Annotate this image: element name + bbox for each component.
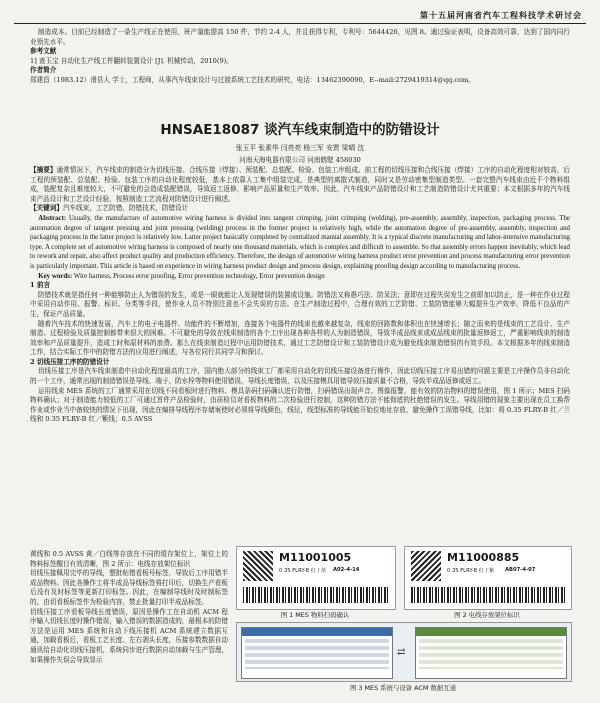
reference-item: 1] 查玉宝 自动化生产线工件翻转装置设计 [J]. 机械传动，2010(9)。	[30, 56, 233, 65]
mes-table	[245, 639, 389, 669]
barcode-icon	[411, 587, 565, 603]
acm-titlebar	[416, 628, 566, 636]
author-bio-heading: 作者简介	[30, 66, 57, 75]
abstract-en-text: Usually, the manufacture of automotive wiring harness is divided into tangent crimping, joint crimping (welding), pre-assembly, assembly, inspection, packaging process. The automation degree of tangent pressing and joint pressing (welding) process in the former project is relatively high, while the automation degree of pre-assembly, assembly, inspection and packaging process in the latter project is relatively low. Latter project basically completed by centralized manual assembly. It is a typical discrete manufacturing and labor-intensive manufacturing type. A complete set of automotive wiring harness is composed of nearly one thousand materials, which is complex and difficult to assemble. So that assembly errors happen inevitably, which lead to rework and repair, also affect product quality and production efficiency. Therefore, the design of automotive wiring harness product error prevention and process manufacturing error prevention is particularly important. This article is based on experience in wiring harness product design and process design, explaining proofing design according to manufacturing process.	[30, 214, 570, 270]
article-body	[30, 166, 570, 425]
acm-table	[419, 639, 563, 669]
abstract-cn	[30, 166, 570, 204]
figure-1-caption: 图 1 MES 物料扫码确认	[280, 611, 350, 619]
arrow-icon: ⇄	[397, 647, 406, 658]
header-rule	[14, 23, 586, 24]
keywords-cn	[30, 204, 570, 214]
running-header: 第十五届河南省汽车工程科技学术研讨会	[420, 10, 582, 20]
fig1-code: A02-4-14	[333, 567, 360, 573]
fig2-sub: 0.35 FLRY-B 红 / 紫	[447, 568, 495, 574]
fig2-code: AB07-4-07	[505, 567, 536, 573]
keywords-en-text: Wire harness, Process error proofing, Error prevention technology, Error prevention design	[73, 272, 325, 280]
abstract-cn-text: 通常情况下，汽车线束的制造分为切线压接、合线压接（焊接）、预装配、总装配、检验、包装工序组成。前工程的切线压接和合线压接（焊接）工序的自动化程度相对较高，后工程的预装配、总装配、检验、包装工序的自动化程度较低，基本上依靠人工集中组装完成，是典型的离散式制造，同时又是劳动密集型制造类型。一套完整汽车线束由近千个物料组成，装配复杂且难度较大，不可避免的会造成装配错误，导致返工返修，影响产品质量和生产效率。因此，汽车线束产品防错设计和工艺制造防错设计尤其重要；本文根据多年的汽车线束产品设计和工艺设计经验，按照制造工艺流程对防错设计进行阐述。	[30, 166, 571, 203]
top-section	[30, 28, 570, 86]
mes-titlebar	[242, 628, 392, 636]
abstract-en-label: Abstract:	[38, 214, 67, 222]
keywords-en	[30, 272, 570, 282]
figure-1-image	[236, 546, 396, 610]
section1-para1: 防错技术就是指任何一种能够防止人为错误的发生，或是一眼就能让人发现错误的装置或设施。防错法又称愚巧法、防呆法；意即在过程失误发生之前即加以防止，是一种在作业过程中采用自动作用、报警、标识、分类等手段，使作业人员不特别注意也不会失误的方法。在生产制造过程中，合理有效的工艺防错、工装防错能够大幅提升生产效率，降低不良品的产生，保证产品质量。	[30, 290, 570, 318]
section2-para2: 运用线束 MES 系统的工厂通常采用在切线不同看板时进行物料、模具条码扫码确认进行防错，扫码错误出现声音、图像报警，能有效的防治物料的错误使用，图 1 所示；MES 扫码物料确认；对于制造能力较低的工厂可通过首件产品检验时，由质检员对看板物料的二次检验进行控制，这种防错方法不能彻底的杜绝错误的发生。导线用错的现象主要出现在员工换帮作业或作业当中备较快的情况下出现，因此在编排导线程序存储案使时必须将导线颜色，线径，线型标准的导线能开始位地址存放，避免操作工误错导线，比如：将 0.35 FLRY-B 红／兰线和 0.35 FLRY-B 红／紫线；0.5 AVSS	[30, 386, 570, 424]
barcode-icon	[243, 587, 389, 603]
section2-para1: 切线压接工序是汽车线束制造中自动化程度最高的工序，国内绝大部分的线束工厂都采用自动化的切线压接设备进行操作，因此切线压接工序易出错的问题主要是工序操作员非自动化的一个工序，通常出现的制造错误是导线、端子、防水栓等物料使用错误，导线长度错误，以及压接模具用错导致压接质量不合格，导致半成品返修或返工。	[30, 367, 570, 386]
left-column-text: 黄线和 0.5 AVSS 黄／白线等存放在不同的缓存架位上，架位上的物料标签醒目有效清晰，图 2 所示：电线存放架位标识 切线压接佩用完毕的导线，整批贴错看板号标签，导致后工序用错半成品物料。因此各操作工将半成品导线标签将打印后，切换生产看板后没有及时标签等更新打印标签。因此，在编制导线时及时制标签的，由切看板标签作为检验内容，禁止批量打印半成品标签。 切线压接工序看板导线长度错误，原因是操作工在自动机 ACM 程序输入切线长度时操作错误，输入错误的数据造成的，最根本的防错方法是运用 MES 系统和自动下线压接机 ACM 系统建立数据互通，加载看板后，看板工艺长度、左右剥头长度，压接参数数据自动通讯给自动化切线压接机，系统同步进行数据自动加载与生产管理，如果操作失误会导致显示	[30, 550, 228, 664]
figure-2-image	[404, 546, 572, 610]
fig1-sub: 0.35 FLRY-B 红 / 蓝	[279, 568, 327, 574]
section1-heading: 1 前言	[30, 281, 51, 290]
mes-screen	[241, 627, 393, 679]
author-bio: 郑建昌（1983.12）滑县人 学士，工程师，从事汽车线束设计与过渡系统工艺技术的研究，电话：13462390090，E--mail:2729419314@qq.com。	[30, 75, 475, 84]
acm-screen	[415, 627, 567, 679]
abstract-cn-label: 【摘要】	[30, 166, 57, 174]
article-authors: 张玉平 张素华 闫亮亮 杨三军 安贾 梁晴 沈	[235, 144, 365, 152]
qr-code-icon	[411, 551, 441, 581]
references-heading: 参考文献	[30, 47, 57, 56]
abstract-en	[30, 214, 570, 272]
figure-3-caption: 图 3 MES 系统与设备 ACM 数据互通	[350, 684, 456, 692]
fig1-number: M11001005	[279, 551, 352, 564]
figure-2-caption: 图 2 电线存放架位标识	[454, 611, 520, 619]
fig2-number: M11000885	[447, 551, 520, 564]
left-column	[30, 550, 228, 665]
section1-para2: 随着汽车技术的快速发展，汽车上的电子电器件、功能件的不断增加，连接各个电器件的线束也越来越复杂，线束的回路数和体积也在快速增长；随之而来的是线束的工艺设计、生产制造、过程检验及质量控制都带来很大的困难。不可避免的导致在线束制造的各个工序出现各种各样的人为制造错误，导致半成品线束或成品线束的批量返修返工，严重影响线束的制造效率和产品质量提升，造成工时和原材料的浪费。那么在线束制造过程中运用防错技术，通过工艺防错设计和工装防错设计成为避免线束制造错误的有效手段。本文根据多年的线束制造工作，结合实际工作中的防错方法的应用进行阐述，与各位同行共同学习和探讨。	[30, 319, 570, 357]
section2-heading: 2 切线压接工序的防错设计	[30, 357, 110, 366]
figure-3-image	[236, 622, 572, 682]
article-affiliation: 河南天海电器有限公司 河南鹤壁 458030	[239, 156, 361, 164]
keywords-cn-label: 【关键词】	[30, 204, 63, 213]
closing-paragraph: 制造成本。目前已经制造了一条生产线正在使用，班产量能提高 150 件，节约 2-4 人，并且获得专利，专利号：5644426，见图 8。通过验证表明，设备高效可靠，达到了国内同行业领先水平。	[30, 28, 570, 46]
article-title: HNSAE18087 谈汽车线束制造中的防错设计	[160, 122, 440, 138]
qr-code-icon	[243, 551, 273, 581]
keywords-cn-text: 汽车线束，工艺防错，防错技术，防错设计	[62, 204, 189, 213]
keywords-en-label: Key words:	[38, 272, 73, 280]
